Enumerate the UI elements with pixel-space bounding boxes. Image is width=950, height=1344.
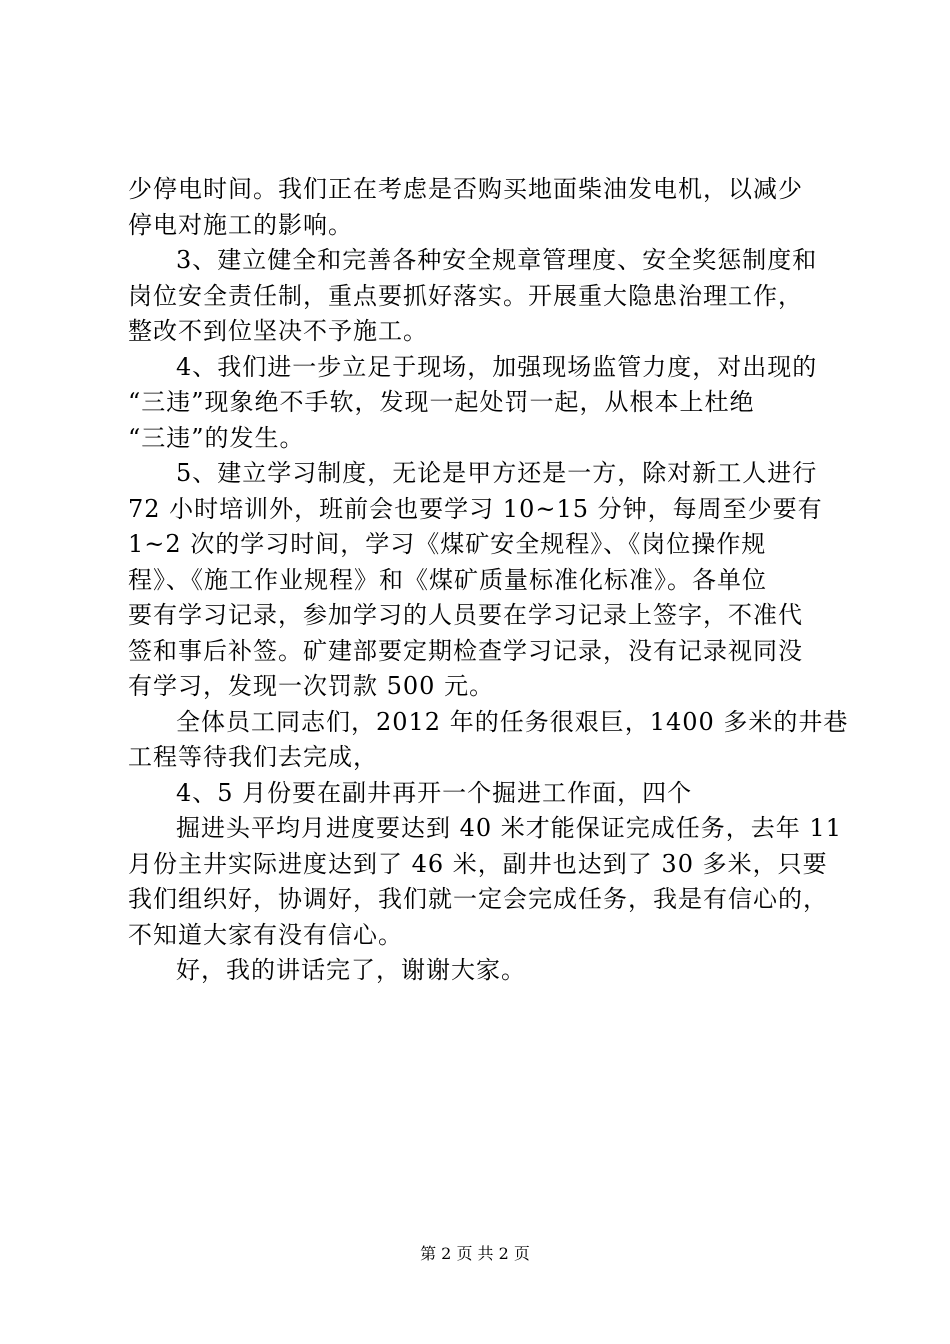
- text-line: 停电对施工的影响。: [128, 210, 353, 239]
- text-line: 4、5 月份要在副井再开一个掘进工作面，四个: [176, 778, 693, 807]
- text-line: 好，我的讲话完了，谢谢大家。: [176, 956, 526, 984]
- text-line: 5、建立学习制度，无论是甲方还是一方，除对新工人进行: [176, 459, 818, 487]
- text-line: 少停电时间。我们正在考虑是否购买地面柴油发电机，以减少: [128, 175, 803, 203]
- text-line: 整改不到位坚决不予施工。: [128, 317, 428, 345]
- text-line: 程》、《施工作业规程》和《煤矿质量标准化标准》。各单位: [128, 565, 767, 594]
- text-line: 要有学习记录，参加学习的人员要在学习记录上签字，不准代: [128, 601, 803, 629]
- document-body: [128, 172, 848, 989]
- text-line: 掘进头平均月进度要达到 40 米才能保证完成任务，去年 11: [176, 814, 842, 842]
- text-line: 全体员工同志们，2012 年的任务很艰巨，1400 多米的井巷: [176, 707, 849, 736]
- text-line: 1~2 次的学习时间，学习《煤矿安全规程》、《岗位操作规: [128, 530, 767, 558]
- text-line: 有学习，发现一次罚款 500 元。: [128, 672, 495, 700]
- text-line: 我们组织好，协调好，我们就一定会完成任务，我是有信心的，: [128, 885, 828, 913]
- text-line: 3、建立健全和完善各种安全规章管理度、安全奖惩制度和: [176, 246, 818, 274]
- text-line: 签和事后补签。矿建部要定期检查学习记录，没有记录视同没: [128, 636, 803, 665]
- text-line: “三违”现象绝不手软，发现一起处罚一起，从根本上杜绝: [128, 388, 755, 416]
- text-line: 月份主井实际进度达到了 46 米，副井也达到了 30 多米，只要: [128, 849, 828, 878]
- text-line: 72 小时培训外，班前会也要学习 10~15 分钟，每周至少要有: [128, 494, 823, 523]
- text-line: “三违”的发生。: [128, 423, 305, 452]
- text-line: 工程等待我们去完成，: [128, 743, 378, 771]
- text-line: 不知道大家有没有信心。: [128, 920, 403, 949]
- page-footer: 第 2 页 共 2 页: [420, 1244, 530, 1263]
- text-line: 岗位安全责任制，重点要抓好落实。开展重大隐患治理工作，: [128, 281, 803, 310]
- text-line: 4、我们进一步立足于现场，加强现场监管力度，对出现的: [176, 352, 818, 381]
